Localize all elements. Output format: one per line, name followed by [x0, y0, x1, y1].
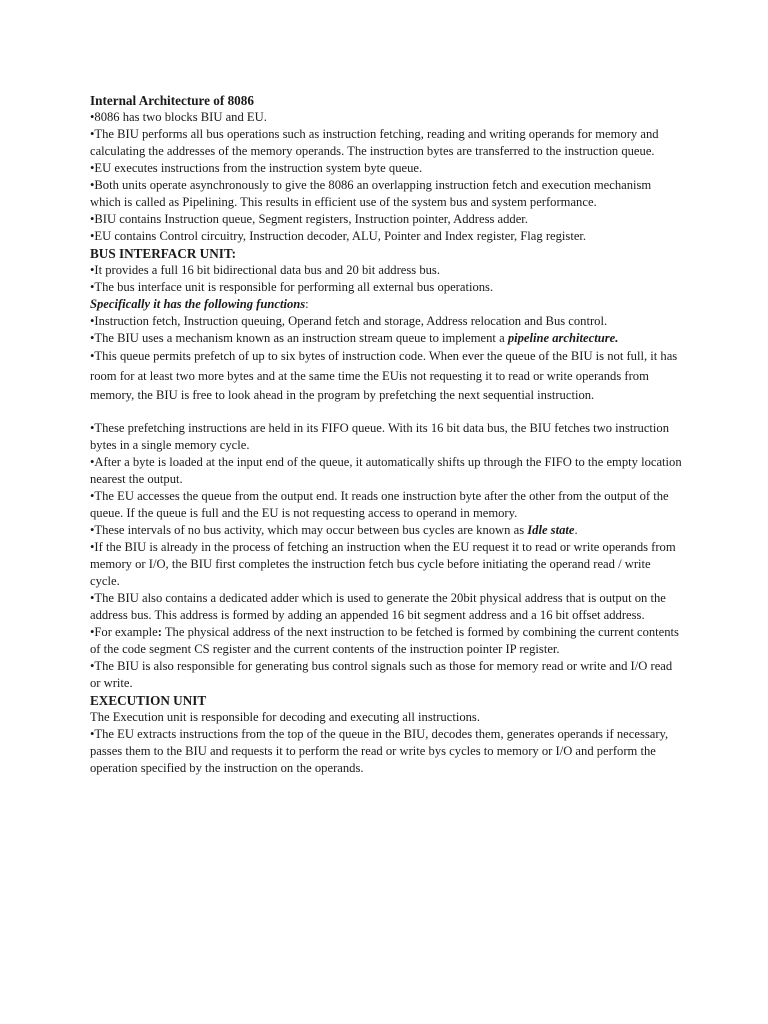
- paragraph: •Both units operate asynchronously to give the 8086 an overlapping instruction fetch and execution mechanism which is called as Pipelining. This results in efficient use of the system bus and system performance.: [90, 178, 652, 209]
- paragraph: [90, 624, 682, 658]
- paragraph: •These prefetching instructions are held in its FIFO queue. With its 16 bit data bus, the BIU fetches two instruction bytes in a single memory cycle.: [90, 420, 670, 452]
- paragraph: •The BIU also contains a dedicated adder which is used to generate the 20bit physical address that is output on the address bus. This address is formed by adding an appended 16 bit segment address and a 16 bit offset address.: [90, 590, 666, 622]
- functions-heading-colon: :: [305, 297, 309, 311]
- paragraph: •The bus interface unit is responsible for performing all external bus operations.: [90, 280, 494, 294]
- paragraph: [90, 522, 682, 539]
- paragraph: The Execution unit is responsible for decoding and executing all instructions.: [90, 709, 480, 724]
- emphasis-text: Idle state: [527, 522, 575, 537]
- emphasis-text: pipeline architecture.: [507, 331, 619, 345]
- spacer: [90, 406, 682, 420]
- paragraph-text: •The BIU uses a mechanism known as an instruction stream queue to implement a: [90, 331, 508, 345]
- paragraph: •EU contains Control circuitry, Instruction decoder, ALU, Pointer and Index register, Flag register.: [90, 229, 587, 243]
- paragraph: •It provides a full 16 bit bidirectional data bus and 20 bit address bus.: [90, 263, 440, 277]
- functions-heading: [90, 296, 682, 313]
- paragraph: •The BIU performs all bus operations such as instruction fetching, reading and writing operands for memory and calculating the addresses of the memory operands. The instruction bytes are transferred to the instruction queue.: [90, 127, 659, 158]
- paragraph: •The BIU is also responsible for generating bus control signals such as those for memory read or write and I/O read or write.: [90, 658, 673, 690]
- section-heading-biu: BUS INTERFACR UNIT:: [90, 246, 237, 261]
- paragraph-text: .: [574, 522, 578, 537]
- paragraph: [90, 330, 682, 347]
- paragraph: •BIU contains Instruction queue, Segment registers, Instruction pointer, Address adder.: [90, 212, 528, 226]
- section-heading-eu: EXECUTION UNIT: [90, 692, 207, 708]
- paragraph: •After a byte is loaded at the input end of the queue, it automatically shifts up through the FIFO to the empty location nearest the output.: [90, 454, 682, 486]
- paragraph: •Instruction fetch, Instruction queuing, Operand fetch and storage, Address relocation and Bus control.: [90, 314, 608, 328]
- paragraph-text: The physical address of the next instruction to be fetched is formed by combining the current contents of the code segment CS register and the current contents of the instruction pointer IP register.: [90, 624, 679, 656]
- paragraph: •This queue permits prefetch of up to six bytes of instruction code. When ever the queue of the BIU is not full, it has room for at least two more bytes and at the same time the EUis not requesting it to read or write operands from memory, the BIU is free to look ahead in the program by prefetching the next sequential instruction.: [90, 349, 678, 402]
- paragraph: •The EU accesses the queue from the output end. It reads one instruction byte after the other from the output of the queue. If the queue is full and the EU is not requesting access to operand in memory.: [90, 488, 669, 520]
- page-title: Internal Architecture of 8086: [90, 93, 254, 108]
- document-page: [90, 92, 682, 777]
- paragraph: •8086 has two blocks BIU and EU.: [90, 110, 267, 124]
- paragraph: •EU executes instructions from the instruction system byte queue.: [90, 161, 423, 175]
- paragraph: •If the BIU is already in the process of fetching an instruction when the EU request it to read or write operands from memory or I/O, the BIU first completes the instruction fetch bus cycle before initiating the operand read / write cycle.: [90, 539, 676, 588]
- paragraph-text: •For example: [90, 624, 158, 639]
- paragraph-text: •These intervals of no bus activity, which may occur between bus cycles are known as: [90, 522, 528, 537]
- bold-colon: :: [157, 624, 162, 639]
- functions-heading-text: Specifically it has the following functions: [90, 297, 306, 311]
- paragraph: •The EU extracts instructions from the top of the queue in the BIU, decodes them, generates operands if necessary, passes them to the BIU and requests it to perform the read or write bys cycles to memory or I/O and perform the operation specified by the instruction on the operands.: [90, 726, 669, 775]
